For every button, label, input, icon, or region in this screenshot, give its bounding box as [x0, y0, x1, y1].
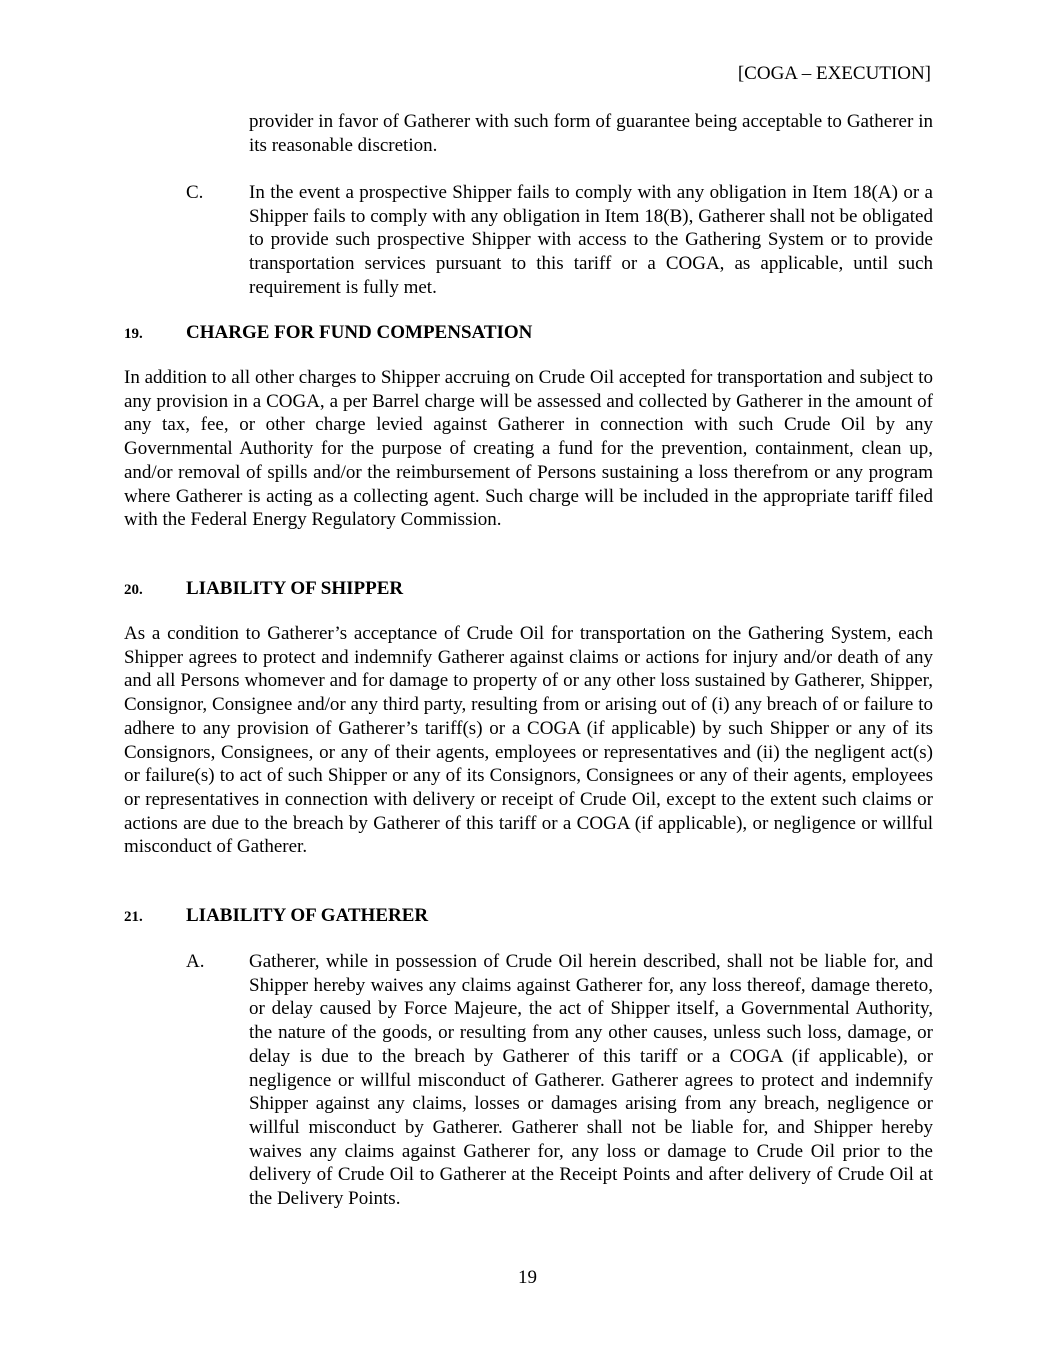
- section-19-body: In addition to all other charges to Shipper accruing on Crude Oil accepted for transportation and subject to any provision in a COGA, a per Barrel charge will be assessed and collected by Gatherer in the amount of any tax, fee, or other charge levied against Gatherer in connection with such Crude Oil by any Governmental Authority for the purpose of creating a fund for the prevention, containment, clean up, and/or removal of spills and/or the reimbursement of Persons sustaining a loss therefrom or any program where Gatherer is acting as a collecting agent. Such charge will be included in the appropriate tariff filed with the Federal Energy Regulatory Commission.: [124, 367, 933, 531]
- section-20-heading: [124, 577, 944, 602]
- section-21-title: LIABILITY OF GATHERER: [186, 905, 429, 926]
- section-21-heading: [124, 904, 944, 929]
- item-a-paragraph: Gatherer, while in possession of Crude Oil herein described, shall not be liable for, and Shipper hereby waives any claims against Gatherer for, any loss thereof, damage thereto, or delay caused by Force Majeure, the act of Shipper itself, a Governmental Authority, the nature of the goods, or resulting from any other causes, unless such loss, damage, or delay is due to the breach by Gatherer of this tariff or a COGA (if applicable), or negligence or willful misconduct of Gatherer. Gatherer agrees to protect and indemnify Shipper against any claims, losses or damages arising from any breach, negligence or willful misconduct by Gatherer. Gatherer shall not be liable for, and Shipper hereby waives any claims against Gatherer for, any loss or damage to Crude Oil prior to the delivery of Crude Oil to Gatherer at the Receipt Points and after delivery of Crude Oil at the Delivery Points.: [249, 951, 933, 1210]
- section-21-number: 21.: [124, 909, 143, 925]
- section-20-body: As a condition to Gatherer’s acceptance of Crude Oil for transportation on the Gathering System, each Shipper agrees to protect and indemnify Gatherer against claims or actions for injury and/or death of any and all Persons whomever and for damage to property of or any other loss sustained by Gatherer, Shipper, Consignor, Consignee and/or any third party, resulting from or arising out of (i) any breach of or failure to adhere to any provision of Gatherer’s tariff(s) or a COGA (if applicable) by such Shipper or any of its Consignors, Consignees, or any of their agents, employees or representatives and (ii) the negligent act(s) or failure(s) to act of such Shipper or any of its Consignors, Consignees or any of their agents, employees or representatives in connection with delivery or receipt of Crude Oil, except to the extent such claims or actions are due to the breach by Gatherer of this tariff or a COGA (if applicable), or negligence or willful misconduct of Gatherer.: [124, 623, 933, 858]
- document-header-label: [COGA – EXECUTION]: [737, 63, 931, 84]
- section-20-number: 20.: [124, 582, 143, 598]
- item-c-paragraph: In the event a prospective Shipper fails to comply with any obligation in Item 18(A) or a Shipper fails to comply with any obligation in Item 18(B), Gatherer shall not be obligated to provide such prospective Shipper with access to the Gathering System or to provide transportation services pursuant to this tariff or a COGA, as applicable, until such requirement is fully met.: [249, 182, 933, 298]
- section-19-title: CHARGE FOR FUND COMPENSATION: [186, 322, 533, 343]
- page-number: 19: [518, 1267, 537, 1288]
- section-20-title: LIABILITY OF SHIPPER: [186, 578, 404, 599]
- item-c-letter: C.: [186, 182, 204, 203]
- item-a-letter: A.: [186, 951, 205, 972]
- continuation-paragraph: provider in favor of Gatherer with such form of guarantee being acceptable to Gatherer in its reasonable discretion.: [249, 111, 933, 156]
- section-19-heading: [124, 321, 944, 346]
- section-19-number: 19.: [124, 326, 143, 342]
